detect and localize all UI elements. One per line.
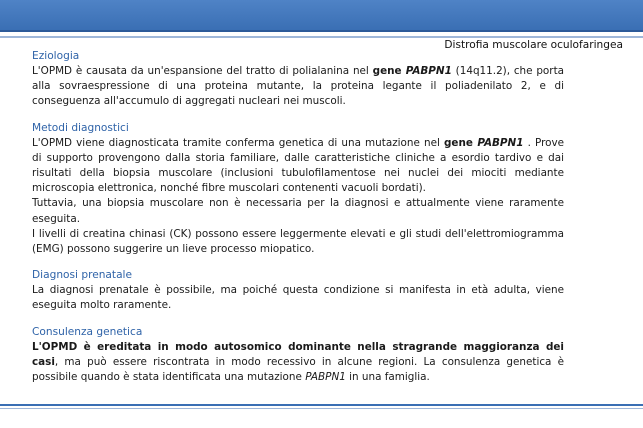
section-heading-eziologia: Eziologia [32, 50, 80, 62]
paragraph-consulenza [32, 340, 564, 386]
footer-rule [0, 404, 643, 406]
gene-label: gene [372, 65, 406, 77]
text-run: . Prove di supporto provengono dalla storia familiare, dalle caratteristiche cliniche a esordio tardivo e dai risultati della biopsia muscolare (inclusioni tubulofilamentose nei nuclei dei miociti mediante microscopia elettronica, nonché fibre muscolari contenenti vacuoli bordati). [32, 136, 565, 195]
section-heading-metodi: Metodi diagnostici [32, 121, 129, 134]
paragraph-metodi-2: Tuttavia, una biopsia muscolare non è necessaria per la diagnosi e attualmente viene raramente eseguita. [32, 197, 564, 225]
document-title: Distrofia muscolare oculofaringea [444, 39, 623, 51]
text-run: in una famiglia. [345, 371, 430, 384]
header-rule [0, 36, 643, 38]
footer-rule-thin [0, 408, 643, 409]
section-metodi-diagnostici [32, 121, 564, 258]
text-run: (14q11.2), che porta alla sovraespressione di una proteina mutante, la proteina legante il poliadenilato 2, e di conseguenza all'accumulo di aggregati nucleari nei muscoli. [32, 65, 565, 108]
document-body [32, 49, 564, 396]
text-run: , ma può essere riscontrata in modo recessivo in alcune regioni. La consulenza genetica è possibile quando è stata identificata una mutazione [32, 355, 564, 384]
bold-statement: L'OPMD è ereditata in modo autosomico dominante nella stragrande maggioranza dei casi [32, 340, 564, 368]
paragraph-prenatale: La diagnosi prenatale è possibile, ma poiché questa condizione si manifesta in età adulta, viene eseguita molto raramente. [32, 284, 564, 312]
gene-label: gene [443, 136, 478, 149]
header-band [0, 0, 643, 32]
gene-name: PABPN1 [477, 136, 524, 149]
section-consulenza-genetica [32, 325, 564, 386]
text-run: L'OPMD è causata da un'espansione del tratto di polialanina nel [32, 65, 373, 77]
gene-name: PABPN1 [405, 65, 452, 77]
paragraph-metodi-1 [32, 136, 564, 197]
section-eziologia [32, 49, 564, 110]
text-run: L'OPMD viene diagnosticata tramite conferma genetica di una mutazione nel [32, 136, 444, 149]
section-heading-consulenza: Consulenza genetica [32, 325, 143, 338]
section-heading-prenatale: Diagnosi prenatale [32, 269, 133, 282]
gene-name: PABPN1 [305, 371, 346, 384]
paragraph-eziologia [32, 64, 564, 110]
section-diagnosi-prenatale [32, 268, 564, 313]
paragraph-metodi-3: I livelli di creatina chinasi (CK) possono essere leggermente elevati e gli studi dell'elettromiogramma (EMG) possono suggerire un lieve processo miopatico. [32, 227, 564, 256]
